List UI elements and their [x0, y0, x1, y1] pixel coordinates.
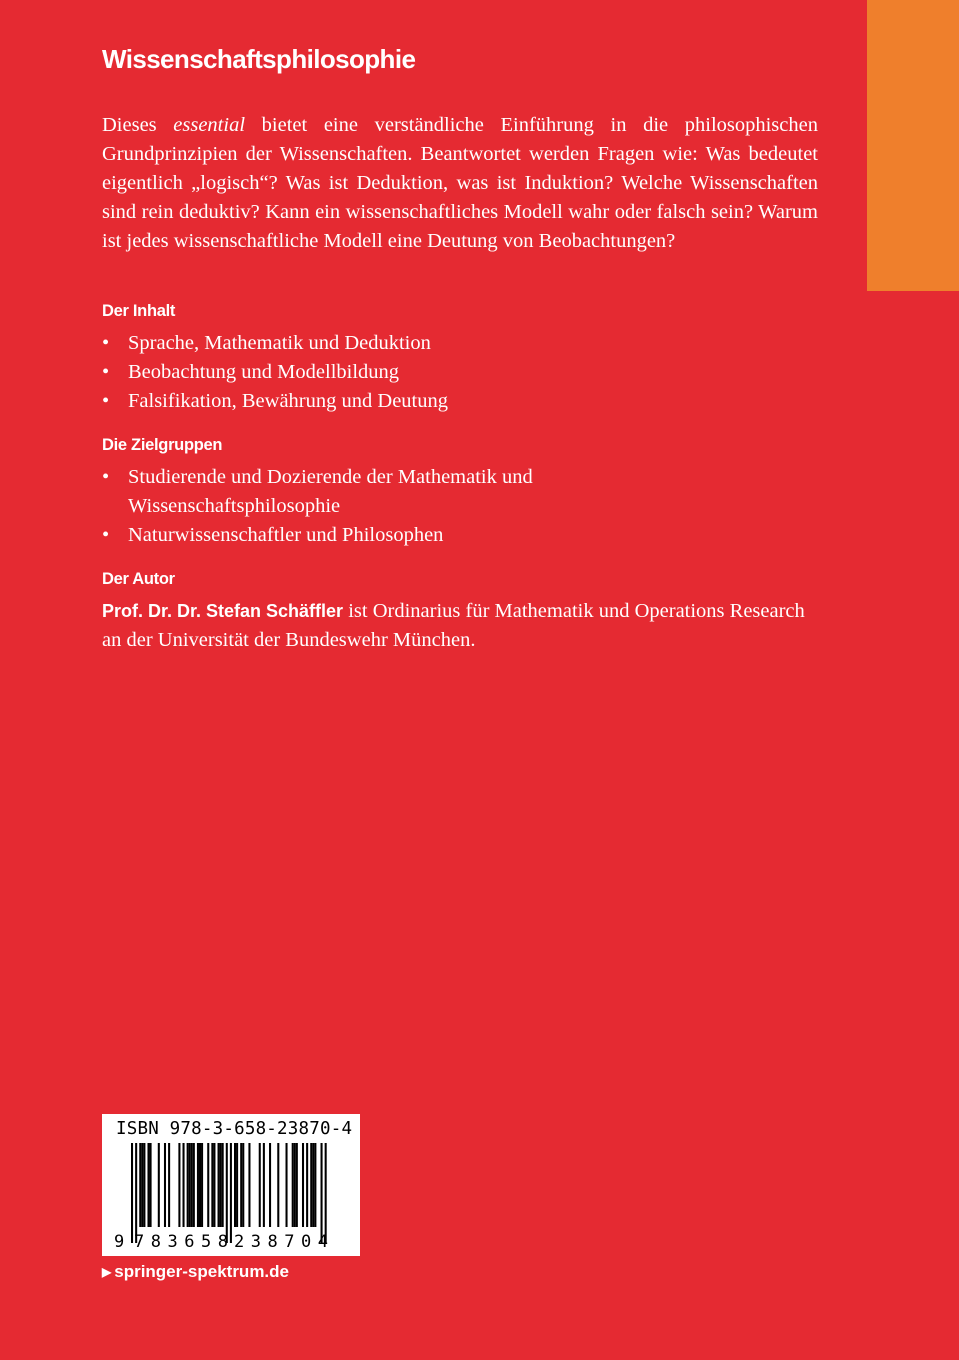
barcode-bar	[164, 1143, 166, 1227]
barcode-bar	[321, 1143, 323, 1243]
barcode-bar	[248, 1143, 250, 1227]
barcode-bar	[201, 1143, 203, 1227]
barcode-bar	[147, 1143, 149, 1227]
list-item	[102, 358, 802, 387]
barcode-bar	[236, 1143, 238, 1227]
isbn-label: ISBN 978-3-658-23870-4	[116, 1119, 353, 1139]
list-item	[102, 329, 802, 358]
bullet-icon: •	[102, 390, 110, 412]
barcode-bar	[158, 1143, 160, 1227]
bullet-icon: •	[102, 332, 110, 354]
barcode-bar	[310, 1143, 312, 1227]
barcode-bar	[226, 1143, 228, 1243]
list-item	[102, 521, 602, 550]
barcode-bar	[220, 1143, 222, 1227]
author-bio	[102, 597, 818, 655]
barcode-bar	[325, 1143, 327, 1243]
autor-heading: Der Autor	[102, 570, 175, 588]
list-item-text: Studierende und Dozierende der Mathematik und Wissenschaftsphilosophie	[128, 466, 533, 517]
barcode-bar	[211, 1143, 213, 1227]
barcode-bar	[207, 1143, 209, 1227]
author-bio-text: ist Ordinarius für Mathematik und Operations Research an der Universität der Bundeswehr München.	[102, 600, 805, 651]
barcode-digits-left: 783658	[134, 1232, 228, 1252]
publisher-link[interactable]	[102, 1262, 289, 1282]
bullet-icon: •	[102, 361, 110, 383]
barcode-bar	[183, 1143, 185, 1227]
barcode-bar	[141, 1143, 143, 1227]
barcode-bar	[150, 1143, 152, 1227]
arrow-right-icon: ▶	[102, 1265, 112, 1279]
barcode-bar	[197, 1143, 199, 1227]
zielgruppen-heading: Die Zielgruppen	[102, 436, 223, 454]
barcode-bar	[269, 1143, 271, 1227]
barcode-bar	[306, 1143, 308, 1227]
description	[102, 111, 818, 256]
isbn-barcode	[102, 1114, 360, 1256]
barcode-bars	[102, 1114, 360, 1256]
orange-accent-tab	[867, 0, 959, 291]
inhalt-list	[102, 329, 802, 416]
barcode-digit-lead: 9	[114, 1232, 125, 1252]
description-rest: bietet eine verständliche Einführung in die philosophischen Grundprinzipien der Wissenschaften. Beantwortet werden Fragen wie: Was bedeutet eigentlich „logisch“? Was ist Deduktion, was ist Induktion? Welche Wissenschaften sind rein deduktiv? Kann ein wissenschaftliches Modell wahr oder falsch sein? Warum ist jedes wissenschaftliche Modell eine Deutung von Beobachtungen?	[102, 114, 818, 252]
author-name: Prof. Dr. Dr. Stefan Schäffler	[102, 601, 344, 621]
barcode-bar	[143, 1143, 145, 1227]
barcode-bar	[230, 1143, 232, 1243]
bullet-icon: •	[102, 466, 110, 488]
list-item-text: Falsifikation, Bewährung und Deutung	[128, 390, 448, 412]
inhalt-heading: Der Inhalt	[102, 302, 176, 320]
list-item	[102, 387, 802, 416]
barcode-bar	[131, 1143, 133, 1243]
barcode-bar	[222, 1143, 224, 1227]
barcode-bar	[135, 1143, 137, 1243]
barcode-bar	[302, 1143, 304, 1227]
barcode-bar	[218, 1143, 220, 1227]
barcode-bar	[199, 1143, 201, 1227]
barcode-bar	[263, 1143, 265, 1227]
url-text: springer-spektrum.de	[114, 1262, 289, 1281]
list-item	[102, 463, 602, 521]
barcode-bar	[240, 1143, 242, 1227]
barcode-bar	[193, 1143, 195, 1227]
list-item-text: Naturwissenschaftler und Philosophen	[128, 524, 444, 546]
barcode-bar	[139, 1143, 141, 1227]
barcode-digits-right: 238704	[234, 1232, 328, 1252]
description-emphasis: essential	[173, 114, 246, 136]
description-start: Dieses	[102, 114, 174, 136]
barcode-bar	[277, 1143, 279, 1227]
barcode-bar	[312, 1143, 314, 1227]
barcode-bar	[168, 1143, 170, 1227]
barcode-bar	[242, 1143, 244, 1227]
barcode-bar	[294, 1143, 296, 1227]
barcode-bar	[286, 1143, 288, 1227]
barcode-bar	[296, 1143, 298, 1227]
barcode-bar	[187, 1143, 189, 1227]
barcode-bar	[259, 1143, 261, 1227]
barcode-bar	[213, 1143, 215, 1227]
barcode-bar	[191, 1143, 193, 1227]
bullet-icon: •	[102, 524, 110, 546]
barcode-bar	[292, 1143, 294, 1227]
list-item-text: Beobachtung und Modellbildung	[128, 361, 400, 383]
book-title: Wissenschaftsphilosophie	[102, 44, 416, 74]
barcode-bar	[234, 1143, 236, 1227]
barcode-bar	[189, 1143, 191, 1227]
barcode-bar	[314, 1143, 316, 1227]
barcode-bar	[178, 1143, 180, 1227]
list-item-text: Sprache, Mathematik und Deduktion	[128, 332, 431, 354]
zielgruppen-list	[102, 463, 602, 550]
